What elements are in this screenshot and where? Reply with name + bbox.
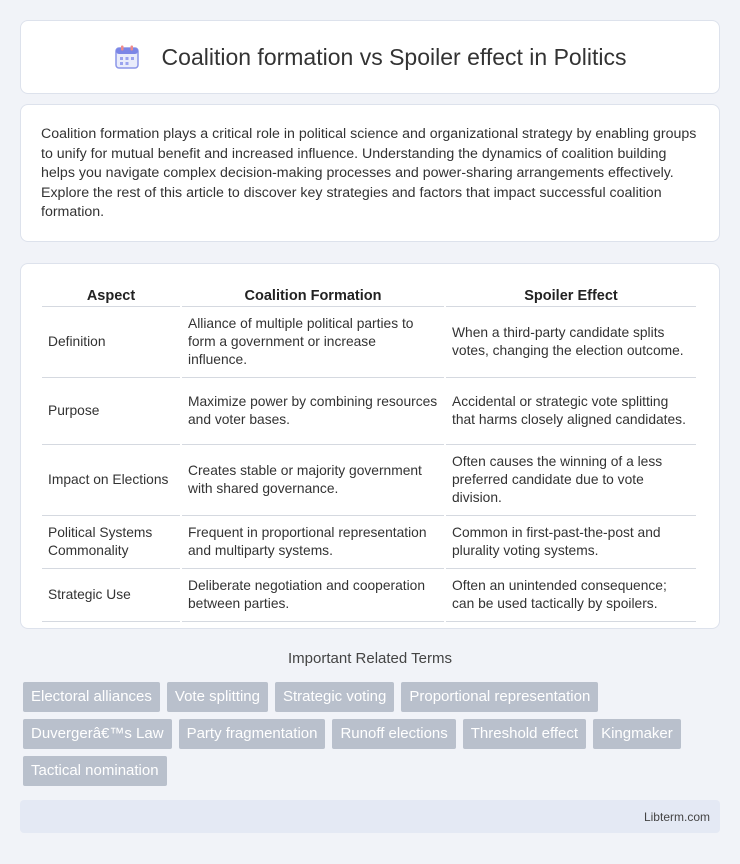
table-row — [42, 516, 696, 569]
footer — [20, 800, 720, 833]
header-spoiler: Spoiler Effect — [446, 284, 696, 307]
related-term-tag[interactable]: Strategic voting — [275, 682, 394, 712]
row-spoiler: Often causes the winning of a less preferred candidate due to vote division. — [446, 445, 696, 516]
row-spoiler: Common in first-past-the-post and plurality voting systems. — [446, 516, 696, 569]
page-title: Coalition formation vs Spoiler effect in Politics — [161, 43, 627, 70]
related-terms-title: Important Related Terms — [288, 650, 452, 667]
related-term-tag[interactable]: Kingmaker — [593, 719, 681, 749]
row-coalition: Alliance of multiple political parties to form a government or increase influence. — [182, 307, 444, 378]
row-spoiler: When a third-party candidate splits votes, changing the election outcome. — [446, 307, 696, 378]
row-coalition: Frequent in proportional representation and multiparty systems. — [182, 516, 444, 569]
row-spoiler: Accidental or strategic vote splitting that harms closely aligned candidates. — [446, 378, 696, 445]
comparison-card — [20, 263, 720, 629]
comparison-table — [40, 284, 698, 622]
row-aspect: Purpose — [42, 378, 180, 445]
footer-site-link[interactable]: Libterm.com — [643, 809, 710, 824]
table-row — [42, 378, 696, 445]
related-terms-list — [23, 682, 723, 793]
related-term-tag[interactable]: Runoff elections — [332, 719, 455, 749]
row-aspect: Political Systems Commonality — [42, 516, 180, 569]
table-header-row — [42, 284, 696, 307]
table-row — [42, 569, 696, 622]
related-term-tag[interactable]: Duvergerâ€™s Law — [23, 719, 172, 749]
row-aspect: Strategic Use — [42, 569, 180, 622]
related-term-tag[interactable]: Proportional representation — [401, 682, 598, 712]
intro-card — [20, 104, 720, 242]
table-row — [42, 307, 696, 378]
row-aspect: Impact on Elections — [42, 445, 180, 516]
related-term-tag[interactable]: Electoral alliances — [23, 682, 160, 712]
title-card — [20, 20, 720, 94]
row-coalition: Maximize power by combining resources and voter bases. — [182, 378, 444, 445]
header-aspect: Aspect — [42, 284, 180, 307]
calendar-icon — [114, 44, 140, 70]
row-aspect: Definition — [42, 307, 180, 378]
row-coalition: Creates stable or majority government with shared governance. — [182, 445, 444, 516]
related-term-tag[interactable]: Party fragmentation — [179, 719, 326, 749]
row-coalition: Deliberate negotiation and cooperation between parties. — [182, 569, 444, 622]
intro-text: Coalition formation plays a critical role in political science and organizational strategy by enabling groups to unify for mutual benefit and increased influence. Understanding the dynamics of coalition building helps you navigate complex decision-making processes and power-sharing arrangements effectively. Explore the rest of this article to discover key strategies and factors that impact successful coalition formation. — [41, 126, 697, 221]
row-spoiler: Often an unintended consequence; can be used tactically by spoilers. — [446, 569, 696, 622]
related-term-tag[interactable]: Tactical nomination — [23, 756, 167, 786]
related-term-tag[interactable]: Vote splitting — [167, 682, 268, 712]
table-row — [42, 445, 696, 516]
header-coalition: Coalition Formation — [182, 284, 444, 307]
related-term-tag[interactable]: Threshold effect — [463, 719, 586, 749]
